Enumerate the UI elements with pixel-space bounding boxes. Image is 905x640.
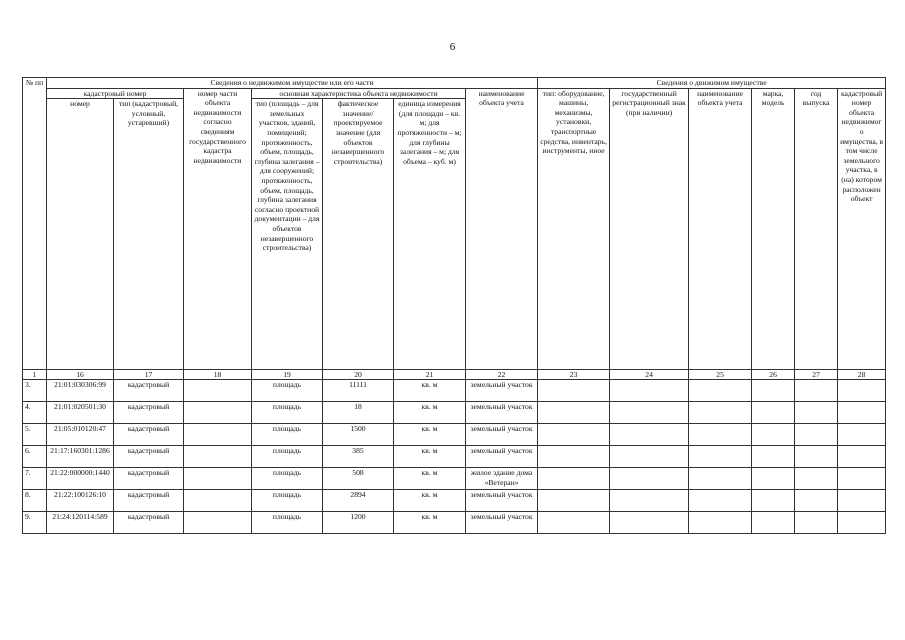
row-number: 4.: [23, 402, 47, 424]
number-type: кадастровый: [114, 512, 184, 534]
column-number: 21: [394, 370, 466, 380]
cadastral-number: 21:01:020501:30: [47, 402, 114, 424]
column-number: 17: [114, 370, 184, 380]
empty-cell: [752, 446, 795, 468]
table-row: [23, 490, 886, 512]
empty-cell: [538, 424, 610, 446]
cadastral-number: 21:01:030306:99: [47, 380, 114, 402]
char-type: площадь: [252, 446, 323, 468]
char-unit: кв. м: [394, 446, 466, 468]
part-number: [184, 512, 252, 534]
empty-cell: [689, 402, 752, 424]
part-number: [184, 446, 252, 468]
cadastral-number: 21:17:160301:1286: [47, 446, 114, 468]
number-type: кадастровый: [114, 402, 184, 424]
empty-cell: [610, 424, 689, 446]
column-number: 18: [184, 370, 252, 380]
table-row: [23, 424, 886, 446]
row-number: 9.: [23, 512, 47, 534]
header-number: номер: [47, 99, 114, 370]
header-num: № пп: [23, 78, 47, 370]
header-movable-name: наименование объекта учета: [689, 88, 752, 370]
empty-cell: [795, 402, 838, 424]
column-number: 19: [252, 370, 323, 380]
column-number: 22: [466, 370, 538, 380]
row-number: 8.: [23, 490, 47, 512]
column-number: 23: [538, 370, 610, 380]
char-value: 18: [323, 402, 394, 424]
object-name: земельный участок: [466, 402, 538, 424]
part-number: [184, 424, 252, 446]
empty-cell: [795, 380, 838, 402]
header-cadastral-number: кадастровый номер: [47, 88, 184, 99]
empty-cell: [689, 468, 752, 490]
header-object-name: наименование объекта учета: [466, 88, 538, 370]
char-value: 1500: [323, 424, 394, 446]
header-reg-sign: государственный регистрационный знак (при наличии): [610, 88, 689, 370]
part-number: [184, 402, 252, 424]
empty-cell: [838, 490, 886, 512]
column-number: 20: [323, 370, 394, 380]
column-number: 27: [795, 370, 838, 380]
empty-cell: [752, 512, 795, 534]
char-unit: кв. м: [394, 424, 466, 446]
empty-cell: [838, 468, 886, 490]
empty-cell: [689, 512, 752, 534]
header-char-value: фактическое значение/ проектируемое значение (для объектов незавершенного строительства): [323, 99, 394, 370]
header-movable-type: тип: оборудование, машины, механизмы, установки, транспортные средства, инвентарь, инструменты, иное: [538, 88, 610, 370]
char-type: площадь: [252, 512, 323, 534]
column-numbers-row: [23, 370, 886, 380]
column-number: 1: [23, 370, 47, 380]
part-number: [184, 490, 252, 512]
column-number: 28: [838, 370, 886, 380]
empty-cell: [538, 512, 610, 534]
cadastral-number: 21:22:000000:1440: [47, 468, 114, 490]
empty-cell: [538, 402, 610, 424]
header-immovable-group: Сведения о недвижимом имуществе или его части: [47, 78, 538, 89]
empty-cell: [752, 424, 795, 446]
object-name: земельный участок: [466, 380, 538, 402]
empty-cell: [610, 490, 689, 512]
row-number: 5.: [23, 424, 47, 446]
empty-cell: [538, 380, 610, 402]
empty-cell: [689, 490, 752, 512]
header-char-type: тип (площадь – для земельных участков, зданий, помещений; протяженность, объем, площадь, глубина залегания – для сооружений; протяженность, объем, площадь, глубина залегания согласно проектной документации – для объектов незавершенного строительства): [252, 99, 323, 370]
char-type: площадь: [252, 490, 323, 512]
column-number: 16: [47, 370, 114, 380]
part-number: [184, 468, 252, 490]
number-type: кадастровый: [114, 380, 184, 402]
empty-cell: [752, 490, 795, 512]
object-name: жилое здание дома «Ветеран»: [466, 468, 538, 490]
cadastral-number: 21:24:120114:589: [47, 512, 114, 534]
row-number: 7.: [23, 468, 47, 490]
empty-cell: [752, 468, 795, 490]
char-value: 1200: [323, 512, 394, 534]
header-char-unit: единица измерения (для площади – кв. м; для протяженности – м; для глубины залегания – м; для объема – куб. м): [394, 99, 466, 370]
empty-cell: [610, 512, 689, 534]
cadastral-number: 21:22:100126:10: [47, 490, 114, 512]
char-unit: кв. м: [394, 468, 466, 490]
empty-cell: [610, 446, 689, 468]
number-type: кадастровый: [114, 468, 184, 490]
table-row: [23, 468, 886, 490]
char-unit: кв. м: [394, 402, 466, 424]
char-value: 385: [323, 446, 394, 468]
empty-cell: [538, 446, 610, 468]
char-type: площадь: [252, 402, 323, 424]
char-value: 508: [323, 468, 394, 490]
empty-cell: [689, 446, 752, 468]
header-movable-group: Сведения о движимом имуществе: [538, 78, 886, 89]
header-number-type: тип (кадастровый, условный, устаревший): [114, 99, 184, 370]
header-part-number: номер части объекта недвижимости согласно сведениям государственного кадастра недвижимости: [184, 88, 252, 370]
header-cadastral-of-land: кадастровый номер объекта недвижимого имущества, в том числе земельного участка, в (на) котором расположен объект: [838, 88, 886, 370]
cadastral-number: 21:05:010120:47: [47, 424, 114, 446]
row-number: 3.: [23, 380, 47, 402]
column-number: 26: [752, 370, 795, 380]
empty-cell: [610, 402, 689, 424]
part-number: [184, 380, 252, 402]
header-row-1: [23, 78, 886, 89]
empty-cell: [838, 380, 886, 402]
char-unit: кв. м: [394, 380, 466, 402]
header-brand: марка, модель: [752, 88, 795, 370]
empty-cell: [689, 380, 752, 402]
empty-cell: [795, 490, 838, 512]
header-year: год выпуска: [795, 88, 838, 370]
empty-cell: [610, 468, 689, 490]
char-type: площадь: [252, 380, 323, 402]
table-row: [23, 402, 886, 424]
empty-cell: [689, 424, 752, 446]
char-unit: кв. м: [394, 490, 466, 512]
object-name: земельный участок: [466, 490, 538, 512]
empty-cell: [795, 446, 838, 468]
empty-cell: [795, 424, 838, 446]
object-name: земельный участок: [466, 424, 538, 446]
empty-cell: [538, 468, 610, 490]
number-type: кадастровый: [114, 446, 184, 468]
empty-cell: [795, 468, 838, 490]
table-row: [23, 512, 886, 534]
column-number: 24: [610, 370, 689, 380]
empty-cell: [752, 402, 795, 424]
object-name: земельный участок: [466, 446, 538, 468]
column-number: 25: [689, 370, 752, 380]
char-type: площадь: [252, 468, 323, 490]
empty-cell: [752, 380, 795, 402]
empty-cell: [838, 402, 886, 424]
header-main-characteristic: основная характеристика объекта недвижимости: [252, 88, 466, 99]
char-type: площадь: [252, 424, 323, 446]
object-name: земельный участок: [466, 512, 538, 534]
empty-cell: [610, 380, 689, 402]
row-number: 6.: [23, 446, 47, 468]
number-type: кадастровый: [114, 424, 184, 446]
empty-cell: [838, 446, 886, 468]
char-value: 2894: [323, 490, 394, 512]
table-row: [23, 380, 886, 402]
property-table: [22, 77, 886, 534]
empty-cell: [538, 490, 610, 512]
char-value: 11111: [323, 380, 394, 402]
empty-cell: [795, 512, 838, 534]
page-number: 6: [449, 41, 456, 53]
char-unit: кв. м: [394, 512, 466, 534]
header-row-2: [23, 88, 886, 99]
empty-cell: [838, 512, 886, 534]
empty-cell: [838, 424, 886, 446]
table-row: [23, 446, 886, 468]
number-type: кадастровый: [114, 490, 184, 512]
